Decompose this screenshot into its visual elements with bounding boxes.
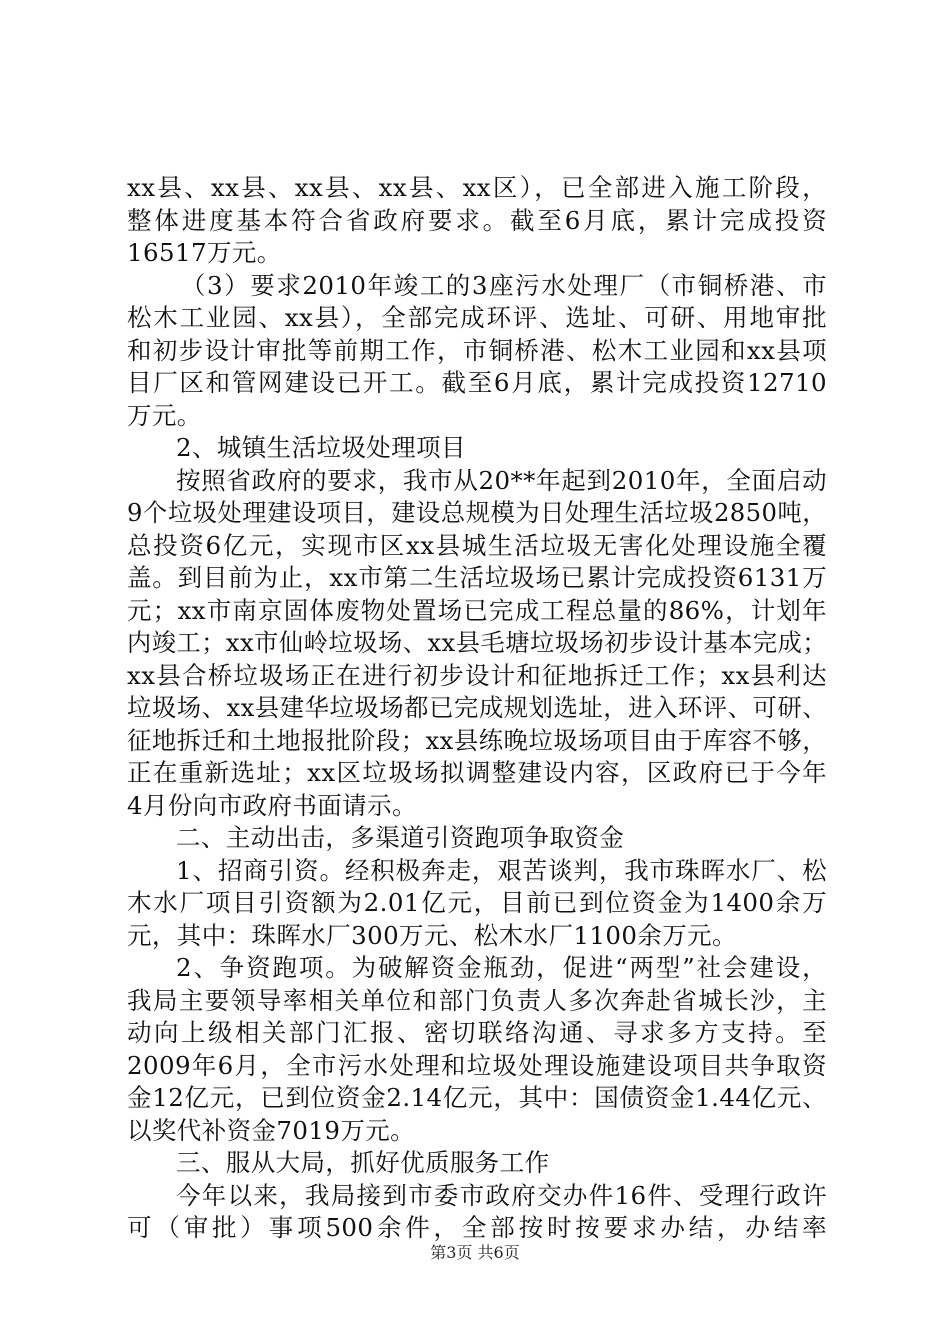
page-footer: 第3页 共6页 <box>430 1243 520 1262</box>
text-line: 按照省政府的要求，我市从20**年起到2010年，全面启动 <box>176 465 827 495</box>
text-line: 4月份向市政府书面请示。 <box>127 790 417 820</box>
text-line: 16517万元。 <box>127 238 282 267</box>
text-line: 目厂区和管网建设已开工。截至6月底，累计完成投资12710 <box>127 368 827 397</box>
text-line: 9个垃圾处理建设项目，建设总规模为日处理生活垃圾2850吨， <box>127 498 827 527</box>
text-line: 以奖代补资金7019万元。 <box>127 1115 416 1145</box>
text-line: 总投资6亿元，实现市区xx县城生活垃圾无害化处理设施全覆 <box>127 530 827 560</box>
text-line: 征地拆迁和土地报批阶段；xx县练晚垃圾场项目由于库容不够， <box>127 725 827 755</box>
text-line: 垃圾场、xx县建华垃圾场都已完成规划选址，进入环评、可研、 <box>127 693 827 722</box>
text-line: 2、争资跑项。为破解资金瓶劲，促进“两型”社会建设， <box>176 953 827 982</box>
text-line: 三、服从大局，抓好优质服务工作 <box>176 1148 550 1177</box>
text-line: 金12亿元，已到位资金2.14亿元，其中：国债资金1.44亿元、 <box>127 1083 827 1112</box>
text-line: 今年以来，我局接到市委市政府交办件16件、受理行政许 <box>176 1180 827 1210</box>
text-line: 二、主动出击，多渠道引资跑项争取资金 <box>176 823 625 852</box>
text-line: 1、招商引资。经积极奔走，艰苦谈判，我市珠晖水厂、松 <box>176 855 827 885</box>
text-line: 元，其中：珠晖水厂300万元、松木水厂1100余万元。 <box>127 920 737 950</box>
text-line: 2009年6月，全市污水处理和垃圾处理设施建设项目共争取资 <box>127 1050 827 1080</box>
text-line: 和初步设计审批等前期工作，市铜桥港、松木工业园和xx县项 <box>127 335 827 365</box>
text-line: 正在重新选址；xx区垃圾场拟调整建设内容，区政府已于今年 <box>127 758 827 787</box>
text-line: 内竣工；xx市仙岭垃圾场、xx县毛塘垃圾场初步设计基本完成； <box>127 629 827 657</box>
text-line: 木水厂项目引资额为2.01亿元，目前已到位资金为1400余万 <box>127 888 827 917</box>
document-body <box>127 172 827 1245</box>
text-line: 盖。到目前为止，xx市第二生活垃圾场已累计完成投资6131万 <box>127 563 827 592</box>
text-line: 可（审批）事项500余件，全部按时按要求办结，办结率 <box>127 1213 827 1242</box>
text-line: xx县合桥垃圾场正在进行初步设计和征地拆迁工作；xx县利达 <box>127 660 827 690</box>
text-line: 整体进度基本符合省政府要求。截至6月底，累计完成投资 <box>127 205 827 235</box>
text-line: （3）要求2010年竣工的3座污水处理厂（市铜桥港、市 <box>180 270 827 300</box>
text-line: 我局主要领导率相关单位和部门负责人多次奔赴省城长沙，主 <box>127 985 827 1015</box>
text-line: 2、城镇生活垃圾处理项目 <box>176 433 466 462</box>
text-line: 万元。 <box>127 400 202 430</box>
text-line: 松木工业园、xx县），全部完成环评、选址、可研、用地审批 <box>127 303 827 332</box>
text-line: 元；xx市南京固体废物处置场已完成工程总量的86%，计划年 <box>127 595 827 625</box>
text-line: xx县、xx县、xx县、xx县、xx区），已全部进入施工阶段， <box>127 173 827 202</box>
text-line: 动向上级相关部门汇报、密切联络沟通、寻求多方支持。至 <box>127 1018 827 1047</box>
